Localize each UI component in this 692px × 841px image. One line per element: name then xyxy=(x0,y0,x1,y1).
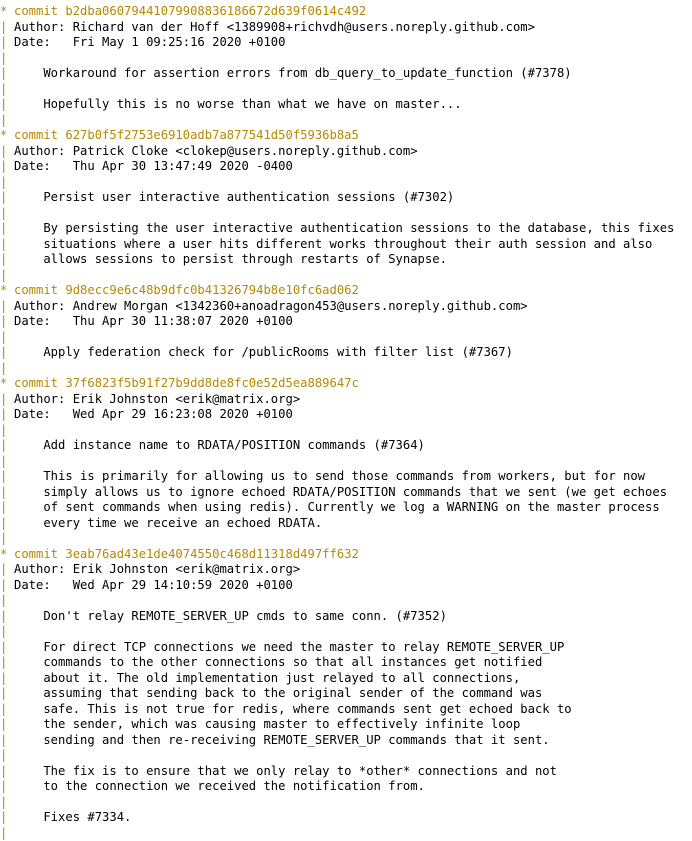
graph-commit-node-icon: * xyxy=(0,547,14,563)
log-text: assuming that sending back to the original sender of the command was xyxy=(14,686,692,702)
log-line-row xyxy=(0,97,692,113)
log-line-row xyxy=(0,159,692,175)
commit-hash-text: commit 3eab76ad43e1de4074550c468d11318d497ff632 xyxy=(14,547,692,563)
graph-pipe-icon: | xyxy=(0,82,14,98)
graph-commit-node-icon: * xyxy=(0,376,14,392)
graph-pipe-icon: | xyxy=(0,35,14,51)
log-line-row xyxy=(0,423,692,439)
log-line-row xyxy=(0,113,692,129)
log-line-row xyxy=(0,438,692,454)
graph-commit-node-icon: * xyxy=(0,128,14,144)
graph-pipe-icon: | xyxy=(0,469,14,485)
graph-pipe-icon: | xyxy=(0,159,14,175)
graph-pipe-icon: | xyxy=(0,578,14,594)
graph-pipe-icon: | xyxy=(0,562,14,578)
graph-commit-node-icon: * xyxy=(0,283,14,299)
log-line-row xyxy=(0,314,692,330)
graph-pipe-icon: | xyxy=(0,252,14,268)
log-line-row xyxy=(0,810,692,826)
commit-hash-text: commit 37f6823f5b91f27b9dd8de8fc0e52d5ea889647c xyxy=(14,376,692,392)
log-text: about it. The old implementation just relayed to all connections, xyxy=(14,671,692,687)
graph-pipe-icon: | xyxy=(0,485,14,501)
graph-pipe-icon: | xyxy=(0,144,14,160)
commit-header-row xyxy=(0,283,692,299)
log-text: Add instance name to RDATA/POSITION commands (#7364) xyxy=(14,438,692,454)
log-line-row xyxy=(0,330,692,346)
log-text: Persist user interactive authentication sessions (#7302) xyxy=(14,190,692,206)
log-text: By persisting the user interactive authentication sessions to the database, this fixes xyxy=(14,221,692,237)
graph-pipe-icon: | xyxy=(0,237,14,253)
log-line-row xyxy=(0,20,692,36)
log-text: The fix is to ensure that we only relay to *other* connections and not xyxy=(14,764,692,780)
graph-pipe-icon: | xyxy=(0,733,14,749)
log-text: situations where a user hits different works throughout their auth session and also xyxy=(14,237,692,253)
graph-pipe-icon: | xyxy=(0,810,14,826)
log-line-row xyxy=(0,717,692,733)
log-text: Date: Wed Apr 29 14:10:59 2020 +0100 xyxy=(14,578,692,594)
log-line-row xyxy=(0,252,692,268)
log-line-row xyxy=(0,733,692,749)
log-line-row xyxy=(0,686,692,702)
log-line-row xyxy=(0,779,692,795)
log-line-row xyxy=(0,82,692,98)
log-line-row xyxy=(0,671,692,687)
graph-pipe-icon: | xyxy=(0,423,14,439)
graph-pipe-icon: | xyxy=(0,686,14,702)
log-line-row xyxy=(0,237,692,253)
log-text: allows sessions to persist through restarts of Synapse. xyxy=(14,252,692,268)
graph-pipe-icon: | xyxy=(0,702,14,718)
graph-pipe-icon: | xyxy=(0,671,14,687)
graph-pipe-icon: | xyxy=(0,640,14,656)
graph-pipe-icon: | xyxy=(0,609,14,625)
log-text: Hopefully this is no worse than what we have on master... xyxy=(14,97,692,113)
log-text: Date: Fri May 1 09:25:16 2020 +0100 xyxy=(14,35,692,51)
log-text: Author: Erik Johnston <erik@matrix.org> xyxy=(14,562,692,578)
graph-pipe-icon: | xyxy=(0,407,14,423)
log-line-row xyxy=(0,593,692,609)
commit-hash-text: commit 9d8ecc9e6c48b9dfc0b41326794b8e10fc6ad062 xyxy=(14,283,692,299)
graph-pipe-icon: | xyxy=(0,299,14,315)
log-text: the sender, which was causing master to effectively infinite loop xyxy=(14,717,692,733)
log-line-row xyxy=(0,345,692,361)
commit-hash-text: commit b2dba06079441079908836186672d639f0614c492 xyxy=(14,4,692,20)
graph-pipe-icon: | xyxy=(0,97,14,113)
graph-pipe-icon: | xyxy=(0,268,14,284)
log-text: commands to the other connections so that all instances get notified xyxy=(14,655,692,671)
graph-pipe-icon: | xyxy=(0,516,14,532)
commit-hash-text: commit 627b0f5f2753e6910adb7a877541d50f5936b8a5 xyxy=(14,128,692,144)
log-text: Date: Wed Apr 29 16:23:08 2020 +0100 xyxy=(14,407,692,423)
log-text: Don't relay REMOTE_SERVER_UP cmds to same conn. (#7352) xyxy=(14,609,692,625)
log-line-row xyxy=(0,795,692,811)
log-line-row xyxy=(0,454,692,470)
log-line-row xyxy=(0,206,692,222)
graph-pipe-icon: | xyxy=(0,66,14,82)
log-line-row xyxy=(0,702,692,718)
log-text: For direct TCP connections we need the master to relay REMOTE_SERVER_UP xyxy=(14,640,692,656)
log-line-row xyxy=(0,392,692,408)
graph-pipe-icon: | xyxy=(0,454,14,470)
graph-pipe-icon: | xyxy=(0,593,14,609)
log-line-row xyxy=(0,640,692,656)
graph-pipe-icon: | xyxy=(0,206,14,222)
log-line-row xyxy=(0,35,692,51)
log-text: sending and then re-receiving REMOTE_SERVER_UP commands that it sent. xyxy=(14,733,692,749)
log-text: This is primarily for allowing us to send those commands from workers, but for now xyxy=(14,469,692,485)
graph-commit-node-icon: * xyxy=(0,4,14,20)
log-line-row xyxy=(0,469,692,485)
log-line-row xyxy=(0,748,692,764)
log-line-row xyxy=(0,764,692,780)
log-text: to the connection we received the notification from. xyxy=(14,779,692,795)
log-text: Apply federation check for /publicRooms with filter list (#7367) xyxy=(14,345,692,361)
log-line-row xyxy=(0,609,692,625)
graph-pipe-icon: | xyxy=(0,826,14,841)
log-line-row xyxy=(0,578,692,594)
graph-pipe-icon: | xyxy=(0,221,14,237)
graph-pipe-icon: | xyxy=(0,764,14,780)
log-line-row xyxy=(0,268,692,284)
graph-pipe-icon: | xyxy=(0,717,14,733)
log-line-row xyxy=(0,562,692,578)
log-line-row xyxy=(0,516,692,532)
log-line-row xyxy=(0,485,692,501)
log-text: of sent commands when using redis). Currently we log a WARNING on the master process xyxy=(14,500,692,516)
log-text: Date: Thu Apr 30 11:38:07 2020 +0100 xyxy=(14,314,692,330)
commit-header-row xyxy=(0,376,692,392)
log-line-row xyxy=(0,826,692,841)
log-line-row xyxy=(0,500,692,516)
graph-pipe-icon: | xyxy=(0,500,14,516)
graph-pipe-icon: | xyxy=(0,655,14,671)
log-text: Author: Richard van der Hoff <1389908+richvdh@users.noreply.github.com> xyxy=(14,20,692,36)
log-text: every time we receive an echoed RDATA. xyxy=(14,516,692,532)
graph-pipe-icon: | xyxy=(0,779,14,795)
log-line-row xyxy=(0,407,692,423)
graph-pipe-icon: | xyxy=(0,392,14,408)
log-line-row xyxy=(0,175,692,191)
log-line-row xyxy=(0,655,692,671)
graph-pipe-icon: | xyxy=(0,190,14,206)
graph-pipe-icon: | xyxy=(0,795,14,811)
graph-pipe-icon: | xyxy=(0,113,14,129)
log-text: Author: Erik Johnston <erik@matrix.org> xyxy=(14,392,692,408)
graph-pipe-icon: | xyxy=(0,624,14,640)
log-line-row xyxy=(0,361,692,377)
log-text: Author: Patrick Cloke <clokep@users.noreply.github.com> xyxy=(14,144,692,160)
log-line-row xyxy=(0,624,692,640)
graph-pipe-icon: | xyxy=(0,438,14,454)
log-line-row xyxy=(0,299,692,315)
graph-pipe-icon: | xyxy=(0,51,14,67)
log-line-row xyxy=(0,531,692,547)
graph-pipe-icon: | xyxy=(0,361,14,377)
graph-pipe-icon: | xyxy=(0,314,14,330)
commit-header-row xyxy=(0,128,692,144)
log-text: Author: Andrew Morgan <1342360+anoadragon453@users.noreply.github.com> xyxy=(14,299,692,315)
log-line-row xyxy=(0,66,692,82)
graph-pipe-icon: | xyxy=(0,330,14,346)
commit-header-row xyxy=(0,4,692,20)
log-text: safe. This is not true for redis, where commands sent get echoed back to xyxy=(14,702,692,718)
log-text: Date: Thu Apr 30 13:47:49 2020 -0400 xyxy=(14,159,692,175)
log-line-row xyxy=(0,221,692,237)
graph-pipe-icon: | xyxy=(0,20,14,36)
graph-pipe-icon: | xyxy=(0,345,14,361)
log-text: Workaround for assertion errors from db_query_to_update_function (#7378) xyxy=(14,66,692,82)
graph-pipe-icon: | xyxy=(0,175,14,191)
graph-pipe-icon: | xyxy=(0,748,14,764)
log-text: Fixes #7334. xyxy=(14,810,692,826)
log-line-row xyxy=(0,144,692,160)
log-text: simply allows us to ignore echoed RDATA/POSITION commands that we sent (we get echoes xyxy=(14,485,692,501)
commit-header-row xyxy=(0,547,692,563)
log-line-row xyxy=(0,51,692,67)
log-line-row xyxy=(0,190,692,206)
graph-pipe-icon: | xyxy=(0,531,14,547)
